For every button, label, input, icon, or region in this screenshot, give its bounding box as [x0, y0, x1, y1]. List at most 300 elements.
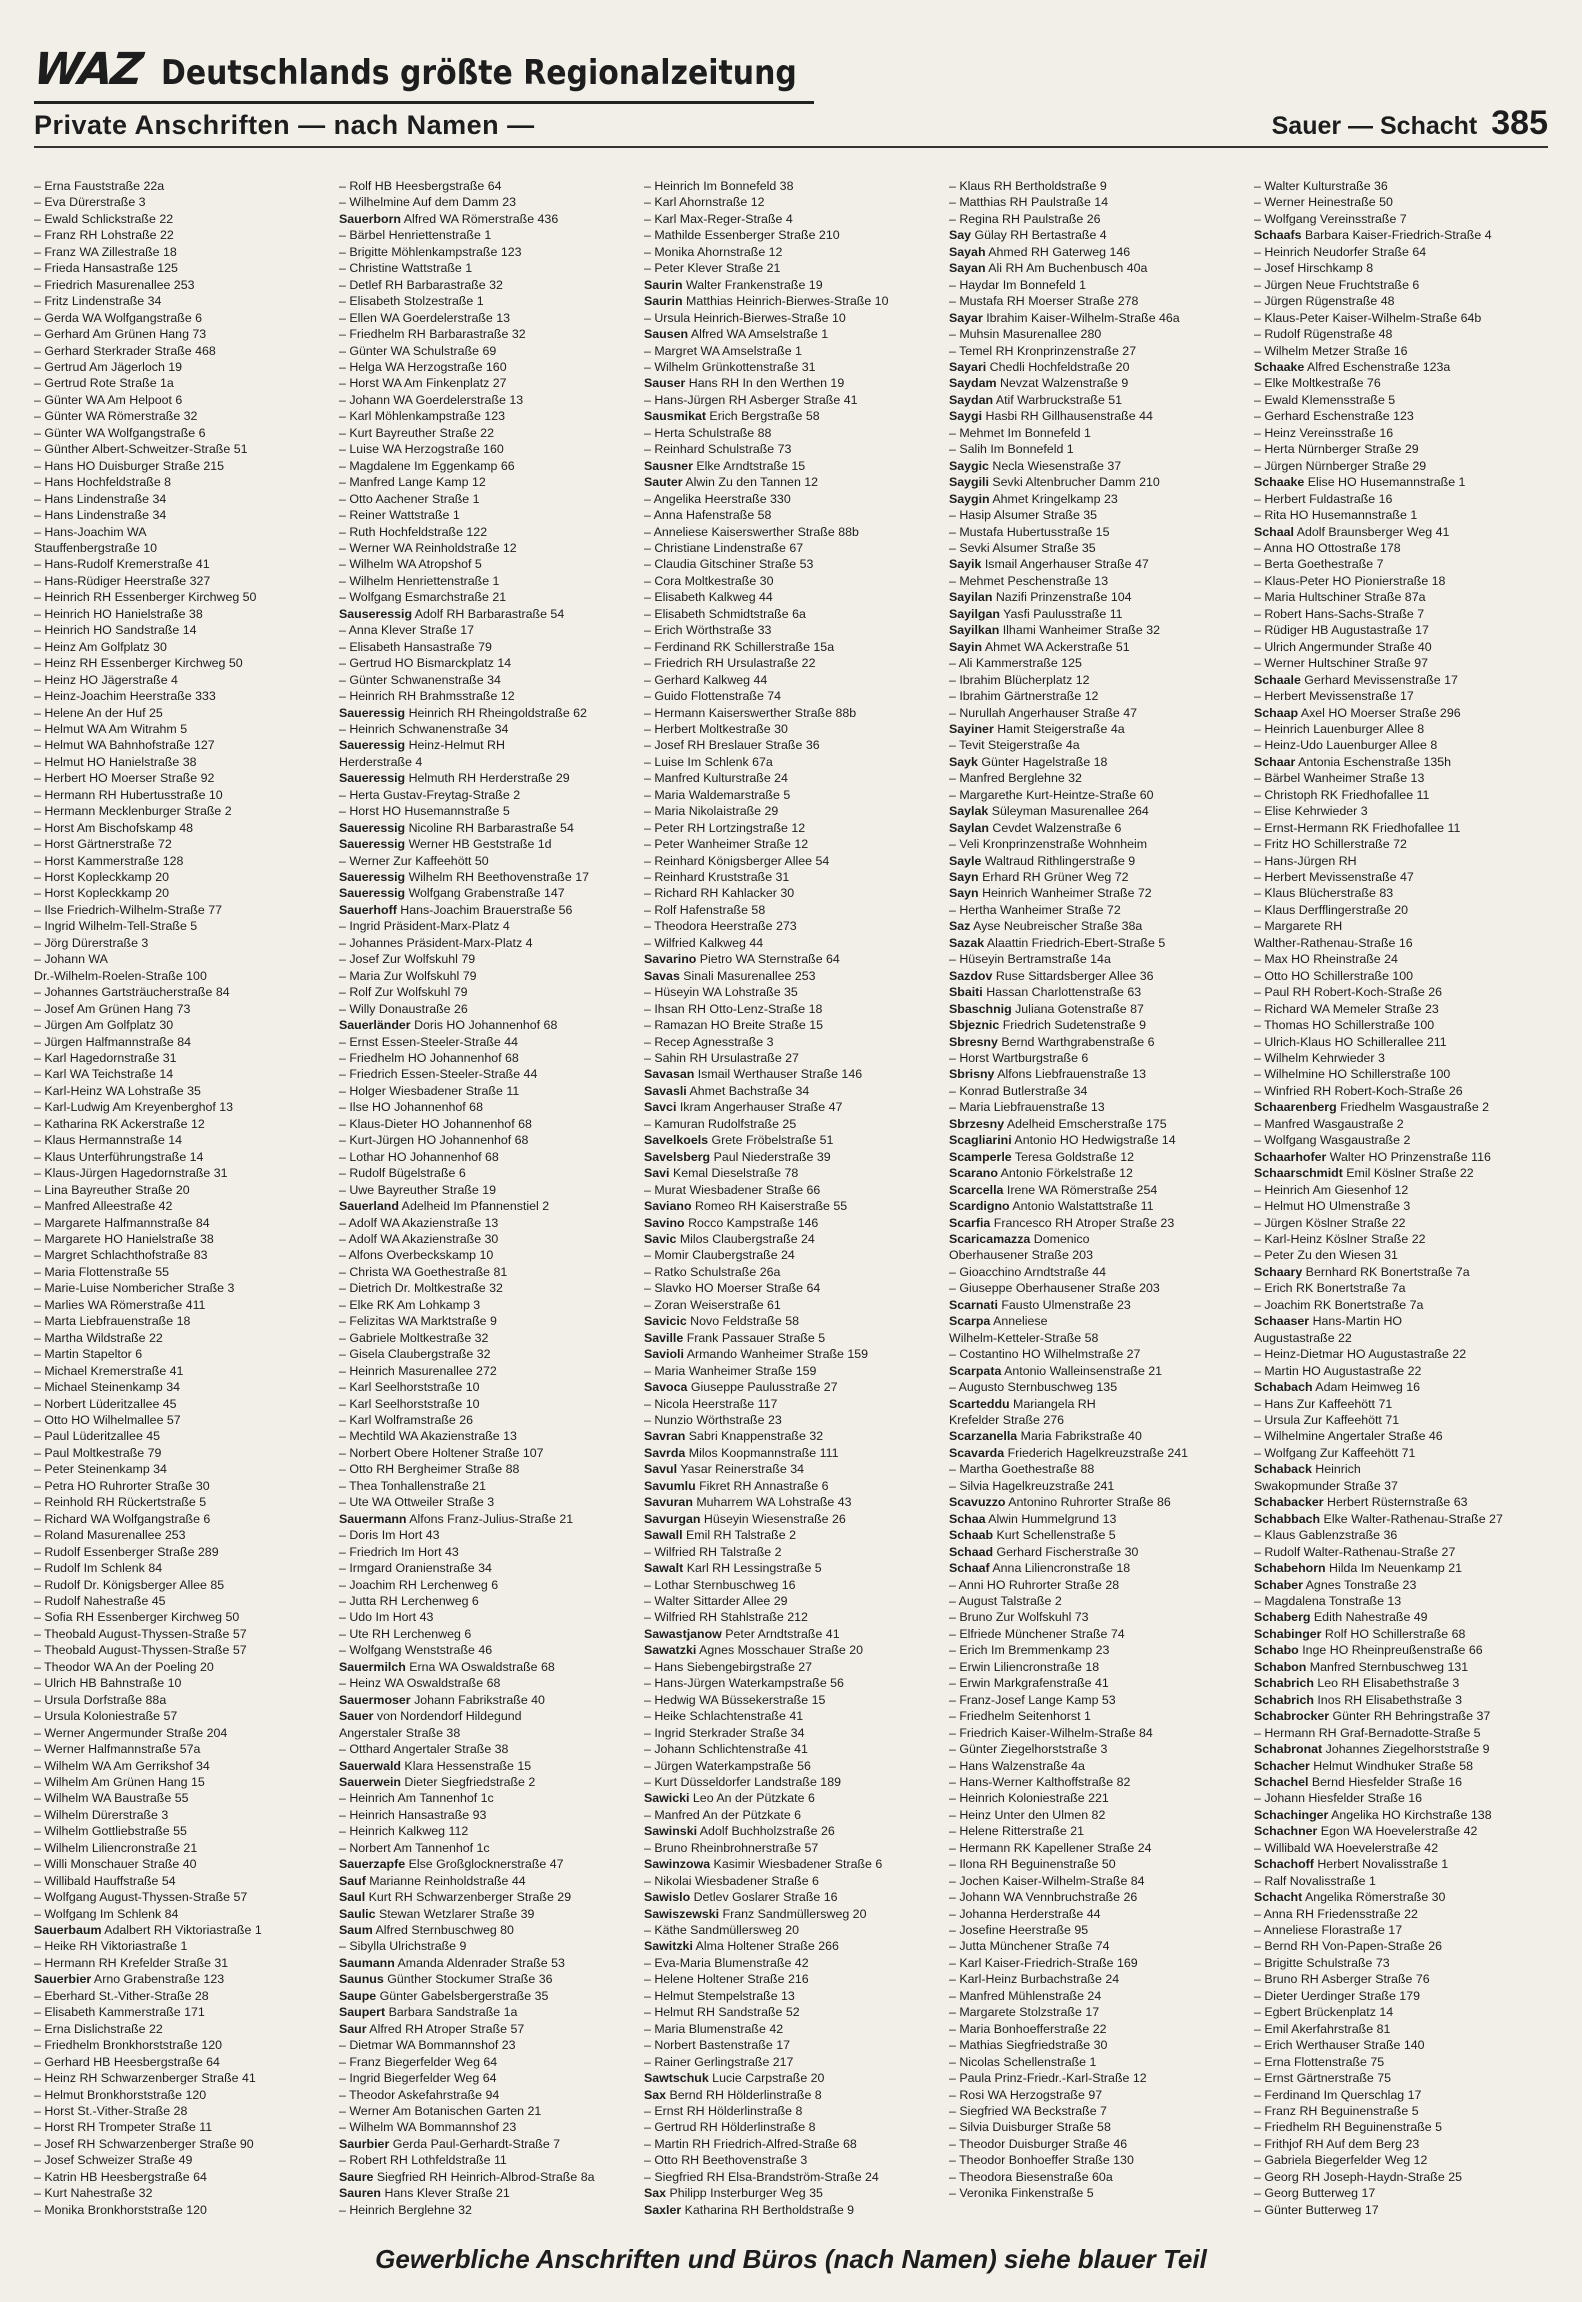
- listing-entry: – Maria Blumenstraße 42: [644, 2021, 784, 2036]
- listing-entry: – Wilhelm WA Bommannshof 23: [339, 2120, 517, 2135]
- listing-entry: – Jürgen Halfmannstraße 84: [34, 1034, 192, 1049]
- listing-entry: – Peter Steinenkamp 34: [34, 1462, 167, 1477]
- listing-entry: Sauerbier Arno Grabenstraße 123: [34, 1972, 225, 1987]
- listing-entry: Savasli Ahmet Bachstraße 34: [644, 1083, 810, 1098]
- listing-entry: – Egbert Brückenplatz 14: [1254, 2005, 1394, 2020]
- listing-entry: Say Gülay RH Bertastraße 4: [949, 228, 1107, 243]
- listing-entry: Saylak Süleyman Masurenallee 264: [949, 804, 1149, 819]
- listing-entry: – Salih Im Bonnefeld 1: [949, 442, 1074, 457]
- listing-entry: – Jürgen Rügenstraße 48: [1254, 294, 1395, 309]
- listing-entry: – Elke Moltkestraße 76: [1254, 376, 1381, 391]
- listing-entry: – Hasip Alsumer Straße 35: [949, 508, 1098, 523]
- listing-entry: – Werner Zur Kaffeehött 50: [339, 853, 489, 868]
- listing-entry: – Wilhelm WA Atropshof 5: [339, 557, 482, 572]
- listing-entry: Savioli Armando Wanheimer Straße 159: [644, 1347, 869, 1362]
- listing-entry: Sauren Hans Klever Straße 21: [339, 2186, 510, 2201]
- listing-entry: – Detlef RH Barbarastraße 32: [339, 277, 503, 292]
- listing-entry: – Rudolf Essenberger Straße 289: [34, 1544, 219, 1559]
- listing-entry: – Peter Wanheimer Straße 12: [644, 837, 809, 852]
- listing-entry: Schacher Helmut Windhuker Straße 58: [1254, 1758, 1474, 1773]
- listing-entry: – Frieda Hansastraße 125: [34, 261, 178, 276]
- listing-entry: – Werner Angermunder Straße 204: [34, 1725, 228, 1740]
- listing-entry: – Ewald Schlickstraße 22: [34, 211, 174, 226]
- listing-entry: Saz Ayse Neubreischer Straße 38a: [949, 919, 1143, 934]
- listing-entry: Sawall Emil RH Talstraße 2: [644, 1528, 796, 1543]
- listing-entry: – Haydar Im Bonnefeld 1: [949, 277, 1087, 292]
- listing-entry: – Helmut Bronkhorststraße 120: [34, 2087, 207, 2102]
- listing-entry: Scarfia Francesco RH Atroper Straße 23: [949, 1215, 1175, 1230]
- listing-entry: – Ute RH Lerchenweg 6: [339, 1626, 472, 1641]
- listing-entry: – Werner Hultschiner Straße 97: [1254, 656, 1429, 671]
- listing-entry: – Hertha Wanheimer Straße 72: [949, 902, 1121, 917]
- listing-entry: Scardigno Antonio Walstattstraße 11: [949, 1199, 1154, 1214]
- listing-entry: Schaab Kurt Schellenstraße 5: [949, 1528, 1116, 1543]
- listing-entry: – Reinhard Königsberger Allee 54: [644, 853, 830, 868]
- listing-entry: – Friedrich RH Ursulastraße 22: [644, 656, 816, 671]
- listing-entry: – Ulrich-Klaus HO Schillerallee 211: [1254, 1034, 1447, 1049]
- listing-entry: Saueressig Heinrich RH Rheingoldstraße 62: [339, 705, 587, 720]
- listing-entry: – Mehmet Im Bonnefeld 1: [949, 425, 1091, 440]
- listing-entry: – Josef Hirschkamp 8: [1254, 261, 1374, 276]
- listing-entry: Schabbach Elke Walter-Rathenau-Straße 27: [1254, 1511, 1503, 1526]
- listing-entry: Oberhausener Straße 203: [949, 1248, 1093, 1263]
- listing-entry: – Mehmet Peschenstraße 13: [949, 573, 1109, 588]
- listing-entry: – Jürgen Am Golfplatz 30: [34, 1018, 174, 1033]
- listing-entry: – Wilfried RH Talstraße 2: [644, 1544, 782, 1559]
- listing-entry: – Uwe Bayreuther Straße 19: [339, 1182, 497, 1197]
- listing-entry: – Karl WA Teichstraße 14: [34, 1067, 174, 1082]
- listing-entry: Sayah Ahmed RH Gaterweg 146: [949, 244, 1131, 259]
- listing-entry: – Willi Monschauer Straße 40: [34, 1857, 197, 1872]
- listing-entry: Sax Philipp Insterburger Weg 35: [644, 2186, 823, 2201]
- listing-entry: – Ursula Heinrich-Bierwes-Straße 10: [644, 310, 846, 325]
- listing-entry: – Norbert Bastenstraße 17: [644, 2038, 791, 2053]
- listing-entry: – Heinrich Hansastraße 93: [339, 1807, 487, 1822]
- listing-entry: – Brigitte Möhlenkampstraße 123: [339, 244, 522, 259]
- listing-entry: – Klaus-Peter Kaiser-Wilhelm-Straße 64b: [1254, 310, 1482, 325]
- listing-entry: Savicic Novo Feldstraße 58: [644, 1314, 799, 1329]
- listing-entry: – Helmut Stempelstraße 13: [644, 1988, 795, 2003]
- listing-entry: – Silvia Hagelkreuzstraße 241: [949, 1478, 1115, 1493]
- listing-entry: – Werner Heinestraße 50: [1254, 195, 1393, 210]
- listing-entry: – Wilfried RH Stahlstraße 212: [644, 1610, 808, 1625]
- listing-entry: Saygi Hasbi RH Gillhausenstraße 44: [949, 409, 1153, 424]
- listing-entry: – Norbert Am Tannenhof 1c: [339, 1840, 490, 1855]
- listing-entry: – Horst RH Trompeter Straße 11: [34, 2120, 213, 2135]
- listing-entry: – Erich Im Bremmenkamp 23: [949, 1643, 1110, 1658]
- listing-entry: Sbrisny Alfons Liebfrauenstraße 13: [949, 1067, 1146, 1082]
- listing-entry: – August Talstraße 2: [949, 1593, 1062, 1608]
- listing-entry: – Rudolf Bügelstraße 6: [339, 1166, 466, 1181]
- listing-entry: – Heinrich Masurenallee 272: [339, 1363, 497, 1378]
- listing-entry: – Horst Gärtnerstraße 72: [34, 837, 172, 852]
- listing-entry: – Johanna Herderstraße 44: [949, 1906, 1101, 1921]
- listing-entry: – Maria Zur Wolfskuhl 79: [339, 968, 477, 983]
- listing-entry: – Berta Goethestraße 7: [1254, 557, 1384, 572]
- listing-entry: – Ingrid Präsident-Marx-Platz 4: [339, 919, 510, 934]
- listing-entry: – Monika Bronkhorststraße 120: [34, 2202, 207, 2217]
- listing-entry: Schachinger Angelika HO Kirchstraße 138: [1254, 1807, 1492, 1822]
- listing-entry: – Ernst-Hermann RK Friedhofallee 11: [1254, 820, 1461, 835]
- listing-entry: – Ursula Koloniestraße 57: [34, 1709, 178, 1724]
- listing-entry: Schaary Bernhard RK Bonertstraße 7a: [1254, 1264, 1470, 1279]
- listing-column-2: [339, 178, 630, 2218]
- listing-entry: – Walter Kulturstraße 36: [1254, 179, 1388, 193]
- listing-entry: – Heinrich RH Essenberger Kirchweg 50: [34, 590, 257, 605]
- listing-entry: – Herbert Mevissenstraße 47: [1254, 870, 1414, 885]
- listing-entry: Sauerzapfe Else Großglocknerstraße 47: [339, 1857, 564, 1872]
- listing-entry: – Erna Flottenstraße 75: [1254, 2054, 1385, 2069]
- listing-entry: – Alfons Overbeckskamp 10: [339, 1248, 494, 1263]
- listing-entry: – Klaus Hermannstraße 14: [34, 1133, 183, 1148]
- listing-entry: Sazdov Ruse Sittardsberger Allee 36: [949, 968, 1154, 983]
- listing-entry: – Karl Seelhorststraße 10: [339, 1396, 480, 1411]
- listing-entry: – Heinrich Am Tannenhof 1c: [339, 1791, 494, 1806]
- listing-entry: Saxler Katharina RH Bertholdstraße 9: [644, 2202, 855, 2217]
- listing-entry: – Elisabeth Schmidtstraße 6a: [644, 606, 806, 621]
- listing-entry: – Monika Ahornstraße 12: [644, 244, 783, 259]
- listing-entry: Sausmikat Erich Bergstraße 58: [644, 409, 820, 424]
- listing-entry: – Martin HO Augustastraße 22: [1254, 1363, 1422, 1378]
- listing-entry: – Adolf WA Akazienstraße 30: [339, 1232, 499, 1246]
- listing-entry: – Günter WA Am Helpoot 6: [34, 392, 183, 407]
- listing-entry: – Hans Lindenstraße 34: [34, 508, 167, 523]
- listing-entry: Sayari Chedli Hochfeldstraße 20: [949, 359, 1130, 374]
- listing-entry: – Wilhelm Henriettenstraße 1: [339, 573, 500, 588]
- listing-entry: – Muhsin Masurenallee 280: [949, 327, 1102, 342]
- listing-entry: Scamperle Teresa Goldstraße 12: [949, 1149, 1135, 1164]
- listing-entry: – Momir Claubergstraße 24: [644, 1248, 795, 1263]
- listing-entry: – Hüseyin Bertramstraße 14a: [949, 952, 1111, 967]
- listing-entry: – Ernst Gärtnerstraße 75: [1254, 2071, 1392, 2086]
- listing-entry: – Hans Lindenstraße 34: [34, 491, 167, 506]
- listing-entry: – Elisabeth Hansastraße 79: [339, 639, 492, 654]
- listing-entry: – Magdalene Im Eggenkamp 66: [339, 458, 515, 473]
- listing-entry: Saurbier Gerda Paul-Gerhardt-Straße 7: [339, 2136, 561, 2151]
- listing-entry: Sausner Elke Arndtstraße 15: [644, 458, 806, 473]
- listing-entry: Scaricamazza Domenico: [949, 1232, 1090, 1246]
- listing-entry: – Ernst RH Hölderlinstraße 8: [644, 2104, 803, 2119]
- listing-entry: Schaar Antonia Eschenstraße 135h: [1254, 754, 1452, 769]
- listing-entry: – Martin RH Friedrich-Alfred-Straße 68: [644, 2136, 857, 2151]
- listing-entry: – Augusto Sternbuschweg 135: [949, 1380, 1118, 1395]
- listing-entry: Sayilkan Ilhami Wanheimer Straße 32: [949, 623, 1160, 638]
- listing-entry: – Günter WA Wolfgangstraße 6: [34, 425, 206, 440]
- listing-entry: – Horst Kopleckkamp 20: [34, 870, 169, 885]
- listing-entry: – Günter WA Römerstraße 32: [34, 409, 198, 424]
- listing-entry: – Manfred Kulturstraße 24: [644, 771, 788, 786]
- listing-entry: Sax Bernd RH Hölderlinstraße 8: [644, 2087, 822, 2102]
- listing-entry: – Klaus Derfflingerstraße 20: [1254, 902, 1409, 917]
- listing-entry: – Helene Holtener Straße 216: [644, 1972, 809, 1987]
- listing-entry: – Herbert Mevissenstraße 17: [1254, 689, 1414, 704]
- listing-entry: – Georg Butterweg 17: [1254, 2186, 1376, 2201]
- listing-entry: Scavarda Friederich Hagelkreuzstraße 241: [949, 1445, 1189, 1460]
- listing-entry: – Rolf Hafenstraße 58: [644, 902, 766, 917]
- listing-entry: – Temel RH Kronprinzenstraße 27: [949, 343, 1137, 358]
- listing-entry: – Wilfried Kalkweg 44: [644, 935, 764, 950]
- listing-entry: – Johannes Gartsträucherstraße 84: [34, 985, 230, 1000]
- listing-entry: – Rudolf Walter-Rathenau-Straße 27: [1254, 1544, 1456, 1559]
- listing-entry: – Hans-Joachim WA: [34, 524, 147, 539]
- listing-entry: – Costantino HO Wilhelmstraße 27: [949, 1347, 1141, 1362]
- listing-entry: – Georg RH Joseph-Haydn-Straße 25: [1254, 2169, 1462, 2184]
- listing-entry: Saygin Ahmet Kringelkamp 23: [949, 491, 1118, 506]
- listing-entry: – Manfred Berglehne 32: [949, 771, 1082, 786]
- listing-entry: – Ute WA Ottweiler Straße 3: [339, 1495, 495, 1510]
- listing-entry: – Ramazan HO Breite Straße 15: [644, 1018, 824, 1033]
- listing-entry: – Eva Dürerstraße 3: [34, 195, 146, 210]
- listing-entry: Sawicki Leo An der Pützkate 6: [644, 1791, 815, 1806]
- listing-entry: – Franz Biegerfelder Weg 64: [339, 2054, 498, 2069]
- listing-entry: Sauermann Alfons Franz-Julius-Straße 21: [339, 1511, 574, 1526]
- listing-entry: Saueressig Wilhelm RH Beethovenstraße 17: [339, 870, 589, 885]
- listing-entry: Sayik Ismail Angerhauser Straße 47: [949, 557, 1149, 572]
- listing-entry: – Kurt Bayreuther Straße 22: [339, 425, 494, 440]
- listing-entry: – Gertrud Rote Straße 1a: [34, 376, 174, 391]
- listing-entry: – Paul Lüderitzallee 45: [34, 1429, 161, 1444]
- listing-entry: – Maria Hultschiner Straße 87a: [1254, 590, 1426, 605]
- listing-entry: Schaake Alfred Eschenstraße 123a: [1254, 359, 1451, 374]
- listing-entry: Sbresny Bernd Warthgrabenstraße 6: [949, 1034, 1155, 1049]
- listing-entry: – Willibald Hauffstraße 54: [34, 1873, 176, 1888]
- listing-entry: – Sibylla Ulrichstraße 9: [339, 1939, 467, 1954]
- listing-entry: – Martha Goethestraße 88: [949, 1462, 1095, 1477]
- listing-entry: – Joachim RK Bonertstraße 7a: [1254, 1297, 1424, 1312]
- listing-entry: – Veli Kronprinzenstraße Wohnheim: [949, 837, 1148, 852]
- listing-entry: Schacht Angelika Römerstraße 30: [1254, 1890, 1446, 1905]
- listing-entry: – Hans-Werner Kalthoffstraße 82: [949, 1774, 1131, 1789]
- listing-entry: Sauser Hans RH In den Werthen 19: [644, 376, 845, 391]
- listing-entry: – Helmut HO Hanielstraße 38: [34, 754, 197, 769]
- listing-entry: – Nicolas Schellenstraße 1: [949, 2054, 1097, 2069]
- listing-entry: – Gerhard Kalkweg 44: [644, 672, 768, 687]
- listing-entry: Savic Milos Claubergstraße 24: [644, 1232, 815, 1246]
- listing-entry: – Karl Kaiser-Friedrich-Straße 169: [949, 1955, 1138, 1970]
- listing-entry: Savuran Muharrem WA Lohstraße 43: [644, 1495, 852, 1510]
- newspaper-logo: WAZ: [31, 44, 144, 95]
- listing-entry: – Horst Kammerstraße 128: [34, 853, 184, 868]
- listing-entry: – Gerhard Eschenstraße 123: [1254, 409, 1414, 424]
- listing-entry: – Franz RH Lohstraße 22: [34, 228, 174, 243]
- listing-entry: – Ralf Novalisstraße 1: [1254, 1873, 1376, 1888]
- listing-entry: – Friedrich Kaiser-Wilhelm-Straße 84: [949, 1725, 1153, 1740]
- listing-entry: – Mathias Siegfriedstraße 30: [949, 2038, 1108, 2053]
- listing-entry: – Hüseyin WA Lohstraße 35: [644, 985, 798, 1000]
- listing-entry: – Wilhelmine HO Schillerstraße 100: [1254, 1067, 1451, 1082]
- listing-entry: – Lothar HO Johannenhof 68: [339, 1149, 499, 1164]
- listing-entry: – Josefine Heerstraße 95: [949, 1923, 1089, 1938]
- listing-entry: – Franz RH Beguinenstraße 5: [1254, 2104, 1419, 2119]
- listing-entry: Dr.-Wilhelm-Roelen-Straße 100: [34, 968, 207, 983]
- listing-entry: – Horst WA Am Finkenplatz 27: [339, 376, 507, 391]
- listing-entry: – Erna Dislichstraße 22: [34, 2021, 163, 2036]
- listing-entry: – Heinz Vereinsstraße 16: [1254, 425, 1394, 440]
- listing-entry: – Ellen WA Goerdelerstraße 13: [339, 310, 511, 325]
- listing-entry: – Slavko HO Moerser Straße 64: [644, 1281, 821, 1296]
- listing-entry: – Heinrich Kalkweg 112: [339, 1824, 469, 1839]
- listing-entry: – Nikolai Wiesbadener Straße 6: [644, 1873, 819, 1888]
- listing-entry: – Hermann RH Krefelder Straße 31: [34, 1955, 229, 1970]
- listing-entry: – Anneliese Kaiserswerther Straße 88b: [644, 524, 859, 539]
- listing-entry: – Bruno RH Asberger Straße 76: [1254, 1972, 1430, 1987]
- listing-entry: – Otto RH Bergheimer Straße 88: [339, 1462, 520, 1477]
- listing-entry: – Maria Nikolaistraße 29: [644, 804, 779, 819]
- listing-entry: Sayn Heinrich Wanheimer Straße 72: [949, 886, 1152, 901]
- listing-entry: Sawtschuk Lucie Carpstraße 20: [644, 2071, 825, 2086]
- listing-entry: – Ernst Essen-Steeler-Straße 44: [339, 1034, 519, 1049]
- listing-entry: Schaap Axel HO Moerser Straße 296: [1254, 705, 1461, 720]
- listing-entry: Sayk Günter Hagelstraße 18: [949, 754, 1108, 769]
- listing-entry: – Helmut WA Bahnhofstraße 127: [34, 738, 215, 753]
- listing-entry: Saville Frank Passauer Straße 5: [644, 1330, 826, 1345]
- listing-entry: – Wilhelm Gottliebstraße 55: [34, 1824, 187, 1839]
- listing-entry: Sauerländer Doris HO Johannenhof 68: [339, 1018, 558, 1033]
- listing-entry: – Wolfgang Wasgaustraße 2: [1254, 1133, 1411, 1148]
- listing-entry: – Jürgen Nürnberger Straße 29: [1254, 458, 1427, 473]
- listing-entry: – Margarete HO Hanielstraße 38: [34, 1232, 214, 1246]
- listing-entry: Saygili Sevki Altenbrucher Damm 210: [949, 475, 1160, 490]
- listing-column-5: [1254, 178, 1545, 2218]
- listing-entry: – Gabriele Moltkestraße 32: [339, 1330, 489, 1345]
- listing-entry: – Klaus-Peter HO Pionierstraße 18: [1254, 573, 1446, 588]
- listing-entry: – Max HO Rheinstraße 24: [1254, 952, 1398, 967]
- listing-entry: – Walter Sittarder Allee 29: [644, 1593, 788, 1608]
- listing-entry: – Karl Ahornstraße 12: [644, 195, 765, 210]
- listing-entry: Sausen Alfred WA Amselstraße 1: [644, 327, 829, 342]
- listing-entry: – Rita HO Husemannstraße 1: [1254, 508, 1418, 523]
- listing-entry: Schabrich Leo RH Elisabethstraße 3: [1254, 1676, 1460, 1691]
- listing-entry: – Mustafa RH Moerser Straße 278: [949, 294, 1139, 309]
- listing-entry: – Mathilde Essenberger Straße 210: [644, 228, 840, 243]
- listing-entry: Saunus Günther Stockumer Straße 36: [339, 1972, 553, 1987]
- listing-entry: – Kurt-Jürgen HO Johannenhof 68: [339, 1133, 529, 1148]
- listing-entry: – Heinrich Am Giesenhof 12: [1254, 1182, 1409, 1197]
- listing-entry: – Heinz HO Jägerstraße 4: [34, 672, 178, 687]
- masthead: [31, 44, 814, 104]
- listing-entry: Saydan Atif Warbruckstraße 51: [949, 392, 1123, 407]
- listing-entry: – Theodor Duisburger Straße 46: [949, 2136, 1128, 2151]
- listing-entry: – Hermann Kaiserswerther Straße 88b: [644, 705, 857, 720]
- listing-entry: – Ingrid Biegerfelder Weg 64: [339, 2071, 497, 2086]
- listing-entry: Schachner Egon WA Hoevelerstraße 42: [1254, 1824, 1478, 1839]
- listing-entry: Savumlu Fikret RH Annastraße 6: [644, 1478, 829, 1493]
- listing-entry: Scavuzzo Antonino Ruhrorter Straße 86: [949, 1495, 1171, 1510]
- listing-entry: – Ibrahim Blücherplatz 12: [949, 672, 1090, 687]
- listing-entry: – Heinz Am Golfplatz 30: [34, 639, 167, 654]
- listing-entry: – Herta Schulstraße 88: [644, 425, 772, 440]
- listing-entry: Schaarschmidt Emil Köslner Straße 22: [1254, 1166, 1474, 1181]
- listing-entry: Saylan Cevdet Walzenstraße 6: [949, 820, 1122, 835]
- listing-entry: Schabon Manfred Sternbuschweg 131: [1254, 1659, 1469, 1674]
- listing-entry: – Josef Zur Wolfskuhl 79: [339, 952, 476, 967]
- listing-entry: – Rudolf Im Schlenk 84: [34, 1561, 163, 1576]
- listing-entry: – Fritz Lindenstraße 34: [34, 294, 162, 309]
- listing-entry: – Heinrich Schwanenstraße 34: [339, 721, 509, 736]
- listing-entry: Scarteddu Mariangela RH: [949, 1396, 1096, 1411]
- listing-entry: – Johann WA: [34, 952, 108, 967]
- listing-entry: – Wolfgang August-Thyssen-Straße 57: [34, 1890, 248, 1905]
- listing-entry: – Klaus Blücherstraße 83: [1254, 886, 1394, 901]
- listing-entry: – Emil Akerfahrstraße 81: [1254, 2021, 1391, 2036]
- listing-entry: – Hans-Jürgen RH Asberger Straße 41: [644, 392, 858, 407]
- listing-entry: – Horst Wartburgstraße 6: [949, 1051, 1089, 1066]
- listing-entry: – Werner Halfmannstraße 57a: [34, 1742, 201, 1757]
- listing-entry: – Wolfgang Im Schlenk 84: [34, 1906, 179, 1921]
- listing-entry: – Günther Albert-Schweitzer-Straße 51: [34, 442, 248, 457]
- listing-entry: – Manfred Mühlenstraße 24: [949, 1988, 1102, 2003]
- listing-entry: – Theodor WA An der Poeling 20: [34, 1659, 214, 1674]
- listing-entry: – Margarete Stolzstraße 17: [949, 2005, 1100, 2020]
- listing-entry: Schachoff Herbert Novalisstraße 1: [1254, 1857, 1449, 1872]
- listing-entry: – Jürgen Köslner Straße 22: [1254, 1215, 1406, 1230]
- listing-entry: – Hermann Mecklenburger Straße 2: [34, 804, 232, 819]
- listing-entry: Saure Siegfried RH Heinrich-Albrod-Straße 8a: [339, 2169, 595, 2184]
- listing-entry: – Roland Masurenallee 253: [34, 1528, 186, 1543]
- listing-entry: Angerstaler Straße 38: [339, 1725, 461, 1740]
- listing-entry: – Heinrich Im Bonnefeld 38: [644, 179, 794, 193]
- listing-entry: – Adolf WA Akazienstraße 13: [339, 1215, 499, 1230]
- listing-entry: Sayiner Hamit Steigerstraße 4a: [949, 721, 1125, 736]
- listing-entry: Schabrich Inos RH Elisabethstraße 3: [1254, 1692, 1462, 1707]
- newspaper-tagline: Deutschlands größte Regionalzeitung: [160, 53, 797, 93]
- listing-entry: – Hans-Rüdiger Heerstraße 327: [34, 573, 211, 588]
- listing-entry: – Elisabeth Stolzestraße 1: [339, 294, 484, 309]
- listing-entry: – Johannes Präsident-Marx-Platz 4: [339, 935, 533, 950]
- listing-entry: – Paul RH Robert-Koch-Straße 26: [1254, 985, 1443, 1000]
- listing-entry: – Heinz WA Oswaldstraße 68: [339, 1676, 501, 1691]
- listing-entry: Sayan Ali RH Am Buchenbusch 40a: [949, 261, 1148, 276]
- listing-entry: – Bruno Rheinbrohnerstraße 57: [644, 1840, 819, 1855]
- listing-entry: – Siegfried WA Beckstraße 7: [949, 2104, 1107, 2119]
- listing-entry: Sauerwald Klara Hessenstraße 15: [339, 1758, 532, 1773]
- listing-entry: – Sahin RH Ursulastraße 27: [644, 1051, 799, 1066]
- listing-entry: – Herbert Fuldastraße 16: [1254, 491, 1393, 506]
- listing-entry: – Johann Hiesfelder Straße 16: [1254, 1791, 1423, 1806]
- listing-entry: – Klaus RH Bertholdstraße 9: [949, 179, 1107, 193]
- listing-entry: – Reinhard Kruststraße 31: [644, 870, 790, 885]
- listing-entry: – Anna RH Friedensstraße 22: [1254, 1906, 1418, 1921]
- listing-entry: – Gabriela Biegerfelder Weg 12: [1254, 2153, 1428, 2168]
- listing-entry: – Regina RH Paulstraße 26: [949, 211, 1101, 226]
- listing-entry: – Friedhelm RH Beguinenstraße 5: [1254, 2120, 1443, 2135]
- listing-entry: – Ilona RH Beguinenstraße 50: [949, 1857, 1116, 1872]
- listing-entry: – Heike Schlachtenstraße 41: [644, 1709, 804, 1724]
- listing-entry: – Ali Kammerstraße 125: [949, 656, 1082, 671]
- listing-entry: – Erna Fauststraße 22a: [34, 179, 165, 193]
- listing-entry: – Irmgard Oranienstraße 34: [339, 1561, 492, 1576]
- listing-entry: Savelsberg Paul Niederstraße 39: [644, 1149, 831, 1164]
- listing-entry: – Winfried RH Robert-Koch-Straße 26: [1254, 1083, 1463, 1098]
- listing-entry: Schabacker Herbert Rüsternstraße 63: [1254, 1495, 1468, 1510]
- listing-entry: – Matthias RH Paulstraße 14: [949, 195, 1109, 210]
- listing-column-4: [949, 178, 1240, 2218]
- listing-entry: – Jutta RH Lerchenweg 6: [339, 1593, 479, 1608]
- listing-entry: Savino Rocco Kampstraße 146: [644, 1215, 819, 1230]
- listing-entry: Saul Kurt RH Schwarzenberger Straße 29: [339, 1890, 572, 1905]
- listing-entry: – Jürgen Neue Fruchtstraße 6: [1254, 277, 1420, 292]
- listing-entry: – Karl Wolframstraße 26: [339, 1412, 474, 1427]
- listing-entry: – Ursula Dorfstraße 88a: [34, 1692, 167, 1707]
- listing-entry: – Lina Bayreuther Straße 20: [34, 1182, 190, 1197]
- listing-entry: – Udo Im Hort 43: [339, 1610, 434, 1625]
- listing-entry: – Ferdinand RK Schillerstraße 15a: [644, 639, 835, 654]
- listing-entry: – Otto RH Beethovenstraße 3: [644, 2153, 808, 2168]
- listing-entry: – Doris Im Hort 43: [339, 1528, 440, 1543]
- listing-entry: – Heinz-Joachim Heerstraße 333: [34, 689, 216, 704]
- listing-entry: – Hans-Jürgen Waterkampstraße 56: [644, 1676, 844, 1691]
- listing-entry: Schaaser Hans-Martin HO: [1254, 1314, 1403, 1329]
